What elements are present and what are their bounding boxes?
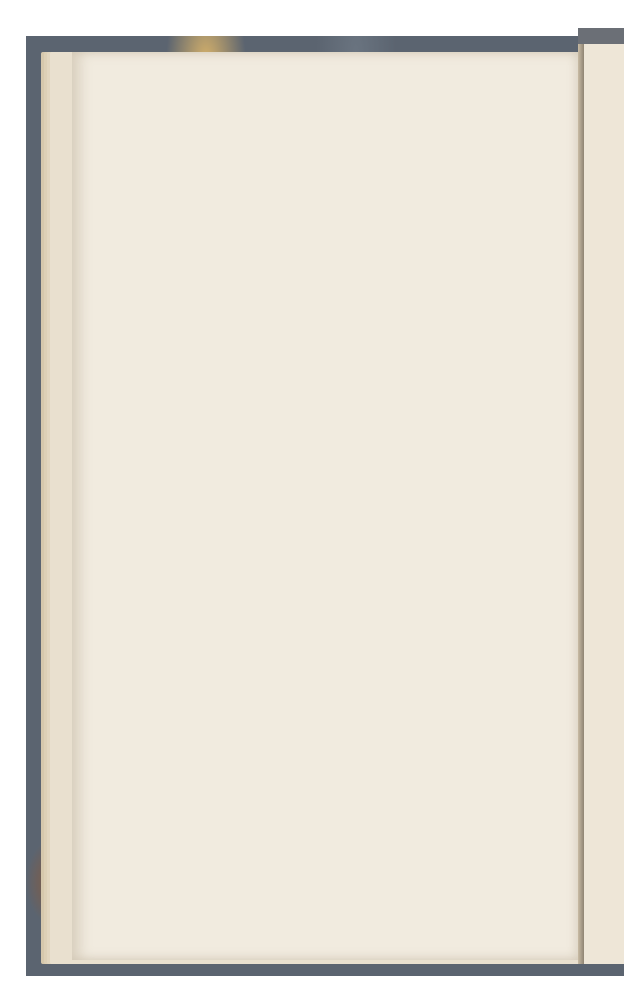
book-page [72,52,578,960]
facing-cover-edge [578,28,624,44]
facing-page [584,44,624,964]
